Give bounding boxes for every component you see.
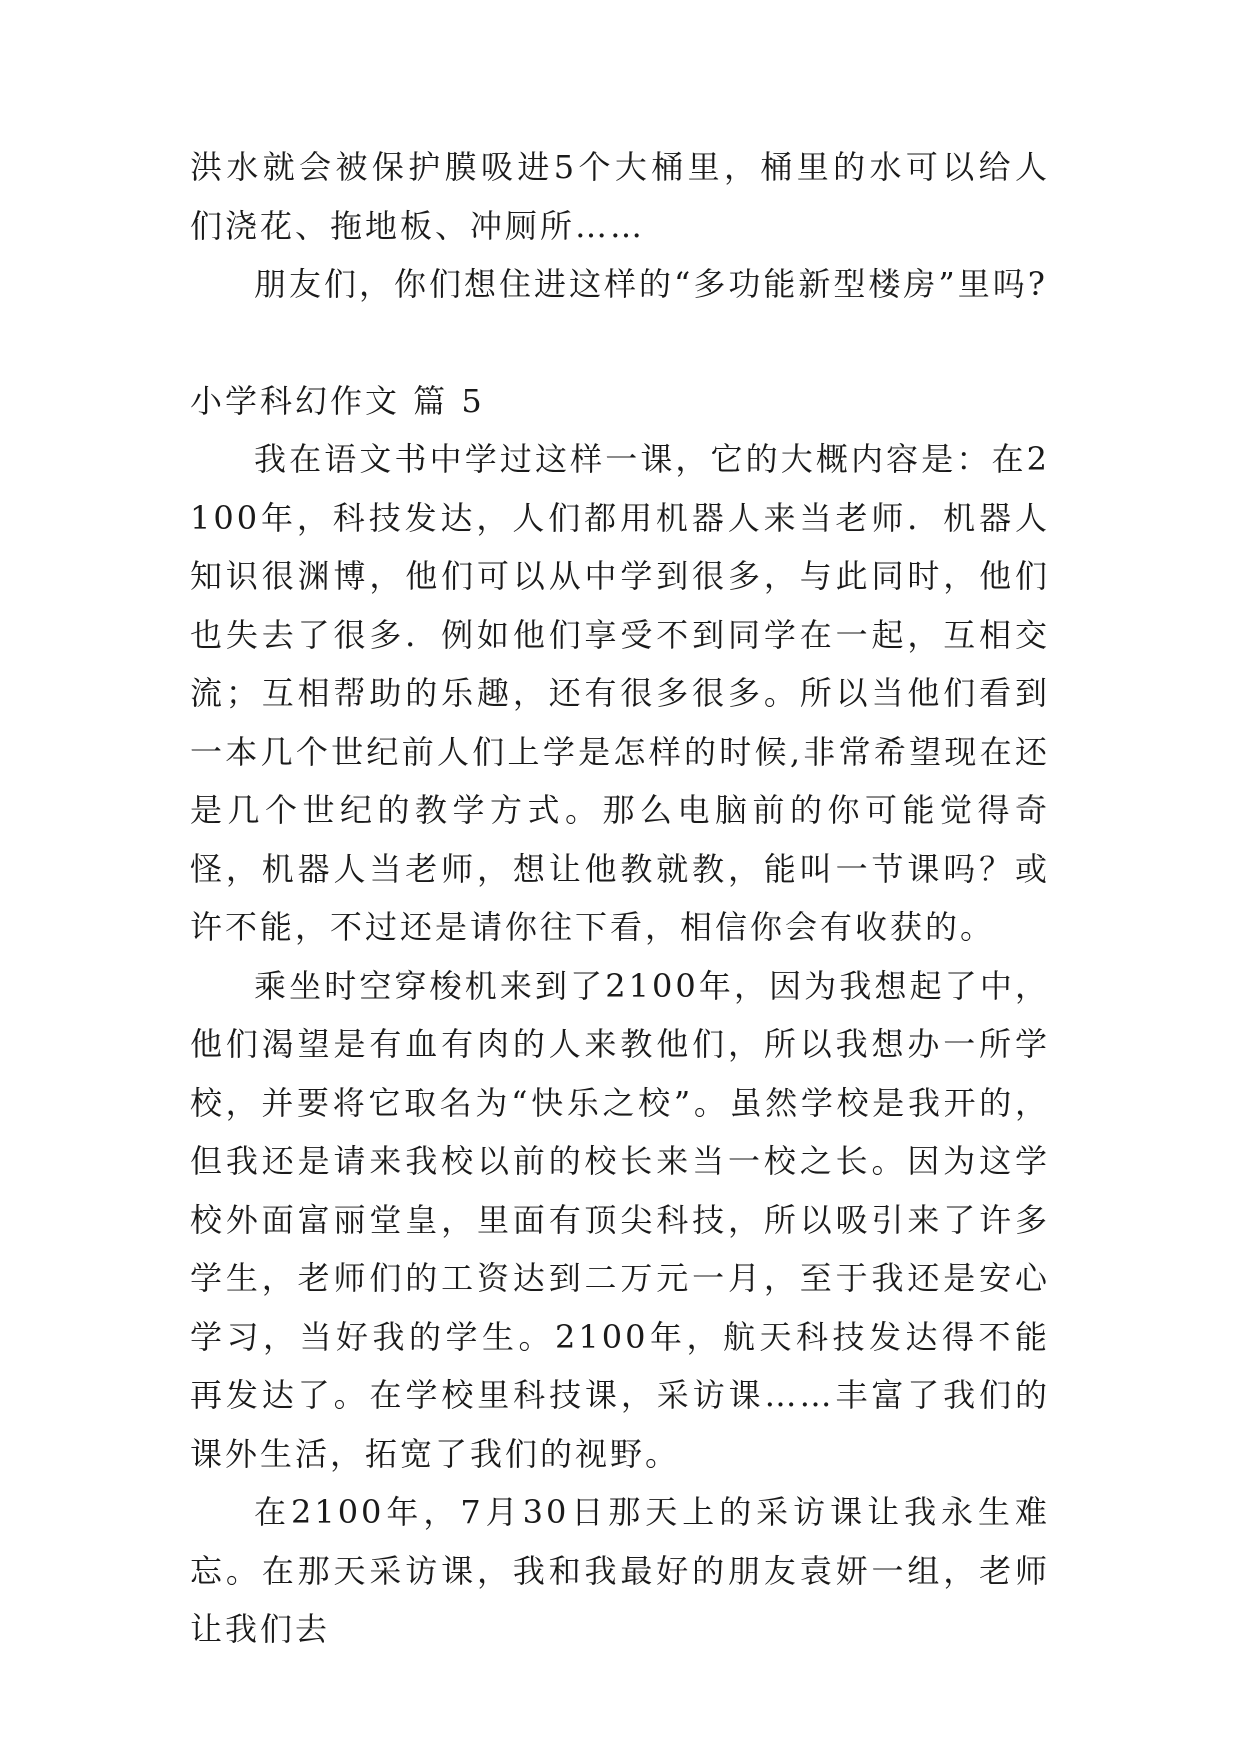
document-body [190,138,1050,1659]
body-paragraph-2: 乘坐时空穿梭机来到了2100年，因为我想起了中，他们渴望是有血有肉的人来教他们，所以我想办一所学校，并要将它取名为“快乐之校”。虽然学校是我开的，但我还是请来我校以前的校长来当一校之长。因为这学校外面富丽堂皇，里面有顶尖科技，所以吸引来了许多学生，老师们的工资达到二万元一月，至于我还是安心学习，当好我的学生。2100年，航天科技发达得不能再发达了。在学校里科技课，采访课……丰富了我们的课外生活，拓宽了我们的视野。 [190,966,1050,1473]
body-paragraph-3: 在2100年，7月30日那天上的采访课让我永生难忘。在那天采访课，我和我最好的朋友袁妍一组，老师让我们去 [190,1493,1050,1648]
closing-question-paragraph: 朋友们，你们想住进这样的“多功能新型楼房”里吗? [254,265,1048,303]
body-paragraph-1: 我在语文书中学过这样一课，它的大概内容是：在2100年，科技发达，人们都用机器人来当老师．机器人知识很渊博，他们可以从中学到很多，与此同时，他们也失去了很多．例如他们享受不到同学在一起，互相交流；互相帮助的乐趣，还有很多很多。所以当他们看到一本几个世纪前人们上学是怎样的时候,非常希望现在还是几个世纪的教学方式。那么电脑前的你可能觉得奇怪，机器人当老师，想让他教就教，能叫一节课吗？或许不能，不过还是请你往下看，相信你会有收获的。 [190,440,1050,946]
continuation-paragraph: 洪水就会被保护膜吸进5个大桶里，桶里的水可以给人们浇花、拖地板、冲厕所…… [190,148,1050,245]
section-heading: 小学科幻作文 篇 5 [190,381,485,420]
